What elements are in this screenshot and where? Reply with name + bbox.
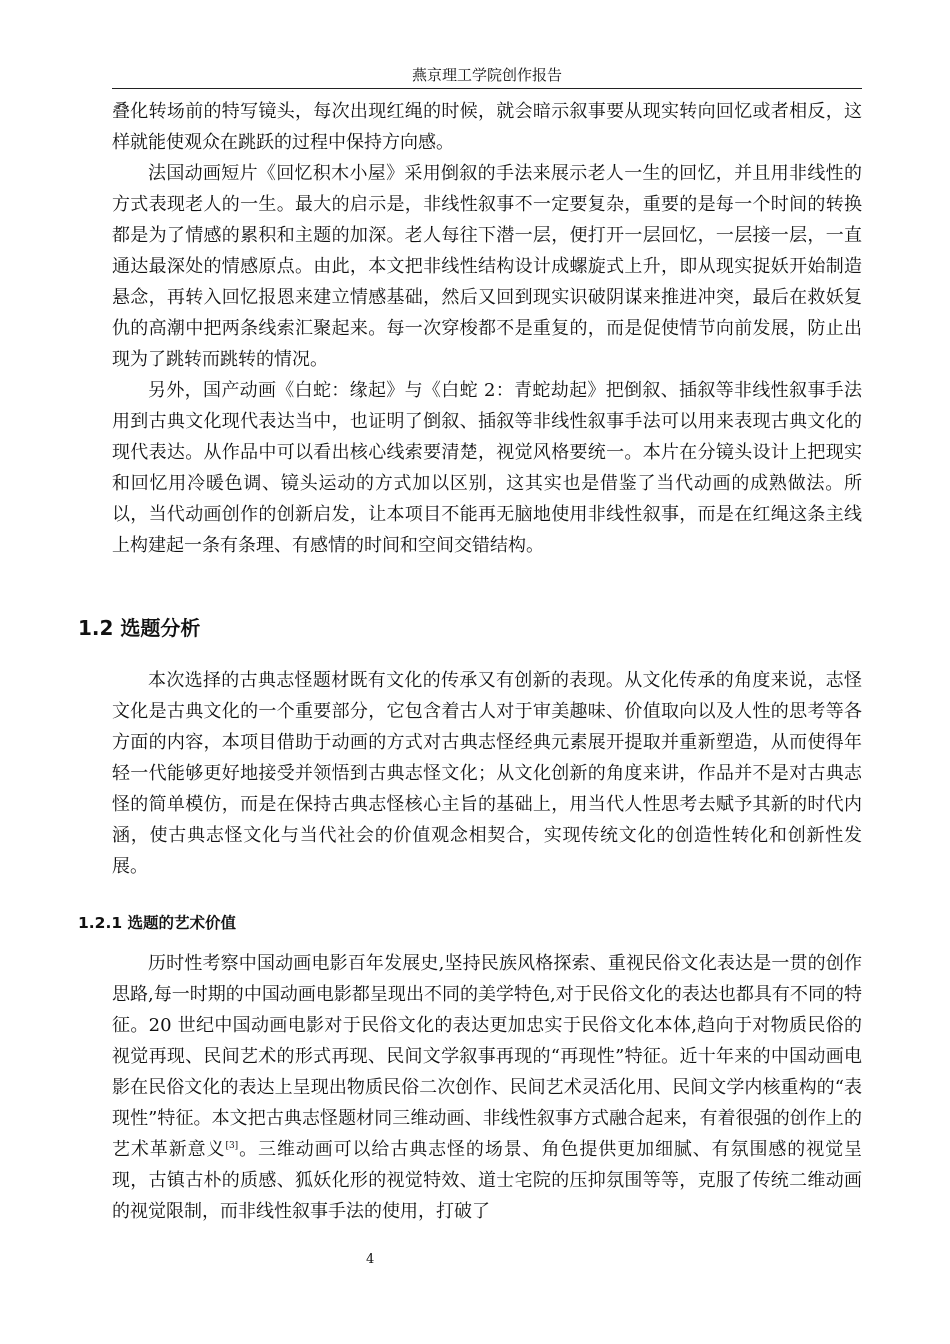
paragraph-text-before-citation: 历时性考察中国动画电影百年发展史,坚持民族风格探索、重视民俗文化表达是一贯的创作思路,每一时期的中国动画电影都呈现出不同的美学特色,对于民俗文化的表达也都具有不同的特征。20 世纪中国动画电影对于民俗文化的表达更加忠实于民俗文化本体,趋向于对物质民俗的视觉再现、民间艺术的形式再现、民间文学叙事再现的“再现性”特征。近十年来的中国动画电影在民俗文化的表达上呈现出物质民俗二次创作、民间艺术灵活化用、民间文学内核重构的“表现性”特征。本文把古典志怪题材同三维动画、非线性叙事方式融合起来，有着很强的创作上的艺术革新意义	[112, 953, 862, 1160]
paragraph-continuation: 叠化转场前的特写镜头，每次出现红绳的时候，就会暗示叙事要从现实转向回忆或者相反，这样就能使观众在跳跃的过程中保持方向感。	[112, 101, 862, 153]
body-block-3	[112, 948, 862, 1227]
section-heading-1-2: 1.2 选题分析	[78, 616, 201, 640]
subsection-heading-1-2-1: 1.2.1 选题的艺术价值	[78, 914, 237, 932]
page-number: 4	[366, 1252, 375, 1267]
running-header: 燕京理工学院创作报告	[411, 66, 562, 84]
citation-marker: [3]	[225, 1141, 239, 1151]
paragraph-text-after-citation: 。三维动画可以给古典志怪的场景、角色提供更加细腻、有氛围感的视觉呈现，古镇古朴的质感、狐妖化形的视觉特效、道士宅院的压抑氛围等等，克服了传统二维动画的视觉限制，而非线性叙事手法的使用，打破了	[112, 1139, 863, 1222]
paragraph-artistic-value	[112, 948, 862, 1227]
paragraph-memory-house: 法国动画短片《回忆积木小屋》采用倒叙的手法来展示老人一生的回忆，并且用非线性的方式表现老人的一生。最大的启示是，非线性叙事不一定要复杂，重要的是每一个时间的转换都是为了情感的累积和主题的加深。老人每往下潜一层，便打开一层回忆，一层接一层，一直通达最深处的情感原点。由此，本文把非线性结构设计成螺旋式上升，即从现实捉妖开始制造悬念，再转入回忆报恩来建立情感基础，然后又回到现实识破阴谋来推进冲突，最后在救妖复仇的高潮中把两条线索汇聚起来。每一次穿梭都不是重复的，而是促使情节向前发展，防止出现为了跳转而跳转的情况。	[112, 163, 862, 370]
body-block-1	[112, 96, 862, 561]
body-block-2	[112, 665, 862, 882]
paragraph-white-snake: 另外，国产动画《白蛇：缘起》与《白蛇 2：青蛇劫起》把倒叙、插叙等非线性叙事手法用到古典文化现代表达当中，也证明了倒叙、插叙等非线性叙事手法可以用来表现古典文化的现代表达。从作品中可以看出核心线索要清楚，视觉风格要统一。本片在分镜头设计上把现实和回忆用冷暖色调、镜头运动的方式加以区别，这其实也是借鉴了当代动画的成熟做法。所以，当代动画创作的创新启发，让本项目不能再无脑地使用非线性叙事，而是在红绳这条主线上构建起一条有条理、有感情的时间和空间交错结构。	[112, 380, 862, 556]
paragraph-topic-analysis: 本次选择的古典志怪题材既有文化的传承又有创新的表现。从文化传承的角度来说，志怪文化是古典文化的一个重要部分，它包含着古人对于审美趣味、价值取向以及人性的思考等各方面的内容，本项目借助于动画的方式对古典志怪经典元素展开提取并重新塑造，从而使得年轻一代能够更好地接受并领悟到古典志怪文化；从文化创新的角度来讲，作品并不是对古典志怪的简单模仿，而是在保持古典志怪核心主旨的基础上，用当代人性思考去赋予其新的时代内涵，使古典志怪文化与当代社会的价值观念相契合，实现传统文化的创造性转化和创新性发展。	[112, 670, 862, 877]
header-divider	[112, 88, 862, 89]
